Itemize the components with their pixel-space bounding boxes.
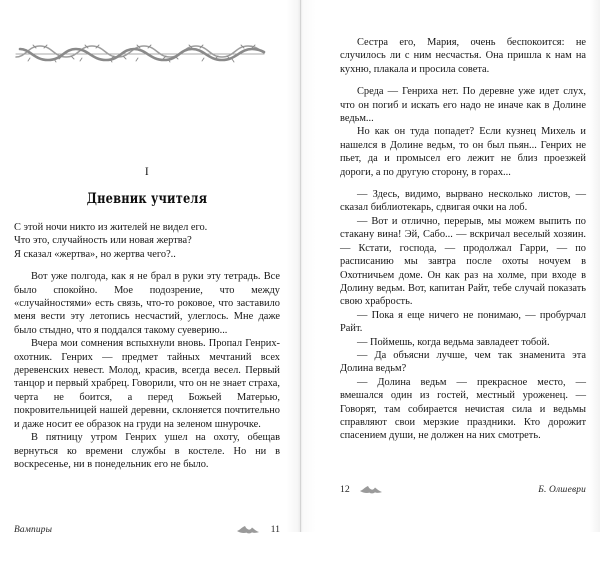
epigraph-line-2: Что это, случайность или новая жертва? <box>14 235 192 247</box>
body-paragraph: Вот уже полгода, как я не брал в руки эту тетрадь. Все было спокойно. Мое подозрение, что между «случайностями» есть связь, что-то роковое, что заставило меня вести эту летопись несчастий, улеглось. Мне даже было стыдно, что я поддался такому суеверию... <box>14 271 280 336</box>
chapter-title: Дневник учителя <box>86 191 208 207</box>
left-page-footer <box>14 523 280 536</box>
body-paragraph: Вчера мои сомнения вспыхнули вновь. Пропал Генрих-охотник. Генрих — предмет тайных мечтаний всех деревенских невест. Молод, красив, всегда весел. Первый танцор и первый храбрец. Говорили, что он не знает страха, черта не боится, а перед Божьей Матерью, покровительницей нашей деревни, склоняется почтительно и даже носит ее образок на груди на зеленом шнурочке. <box>14 338 280 430</box>
page-number: 11 <box>270 524 280 535</box>
body-paragraph: — Здесь, видимо, вырвано несколько листов, — сказал библиотекарь, сдвигая очки на лоб. <box>340 189 586 214</box>
epigraph-line-1: С этой ночи никто из жителей не видел его. <box>14 222 208 233</box>
paragraph-gap <box>340 76 586 85</box>
body-paragraph: Но как он туда попадет? Если кузнец Михель и нашелся в Долине ведьм, то он был пьян... Генрих не пьет, да и промысел его лежит не близ проезжей дороги, а по другую сторону, в горах... <box>340 126 586 178</box>
right-page-content <box>340 0 586 532</box>
paragraph-gap <box>14 261 280 270</box>
body-paragraph: — Пока я еще ничего не понимаю, — пробурчал Райт. <box>340 309 586 335</box>
bat-icon <box>236 523 262 536</box>
body-paragraph: Среда — Генриха нет. По деревне уже идет слух, что он погиб и искать его надо не иначе как в Долине ведьм... <box>340 86 586 125</box>
author-line: Б. Олшеври <box>538 484 586 495</box>
right-page <box>300 0 600 532</box>
body-paragraph: — Да объясни лучше, чем так знаменита эта Долина ведьм? <box>340 349 586 375</box>
right-page-footer <box>340 483 586 496</box>
body-paragraph: — Вот и отлично, перерыв, мы можем выпить по стакану вина! Эй, Сабо... — вскричал веселый хозяин. — Кстати, господа, — продолжал Гарри, — по расписанию мы завтра после охоты ночуем в Охотничьем доме. Он как раз на холме, при входе в Долину ведьм. Вот, капитан Райт, тебе случай показать свою храбрость. <box>340 215 586 308</box>
body-paragraph: В пятницу утром Генрих ушел на охоту, обещав вернуться ко времени службы в костеле. Но ни в воскресенье, ни в понедельник его не было. <box>14 432 280 470</box>
body-paragraph: — Долина ведьм — прекрасное место, — вмешался один из гостей, местный уроженец. — Говорят, там собирается нечистая сила и ведьмы справляют свои мерзкие праздники. Кто дорожит спасением души, не должен на них смотреть. <box>340 376 586 442</box>
bat-icon <box>359 483 385 496</box>
left-page-content <box>14 40 280 572</box>
thorn-vine-divider-icon <box>14 40 266 66</box>
chapter-number: I <box>144 166 150 178</box>
paragraph-gap <box>340 179 586 188</box>
page-number: 12 <box>340 484 350 495</box>
epigraph-line-3: Я сказал «жертва», но жертва чего?.. <box>14 248 176 260</box>
running-title: Вампиры <box>14 524 53 535</box>
top-margin <box>340 0 586 36</box>
left-page <box>0 0 300 535</box>
body-paragraph: — Поймешь, когда ведьма завладеет тобой. <box>357 336 550 348</box>
body-paragraph: Сестра его, Мария, очень беспокоится: не случилось ли с ним несчастья. Она пришла к нам на кухню, плакала и просила совета. <box>340 37 586 75</box>
